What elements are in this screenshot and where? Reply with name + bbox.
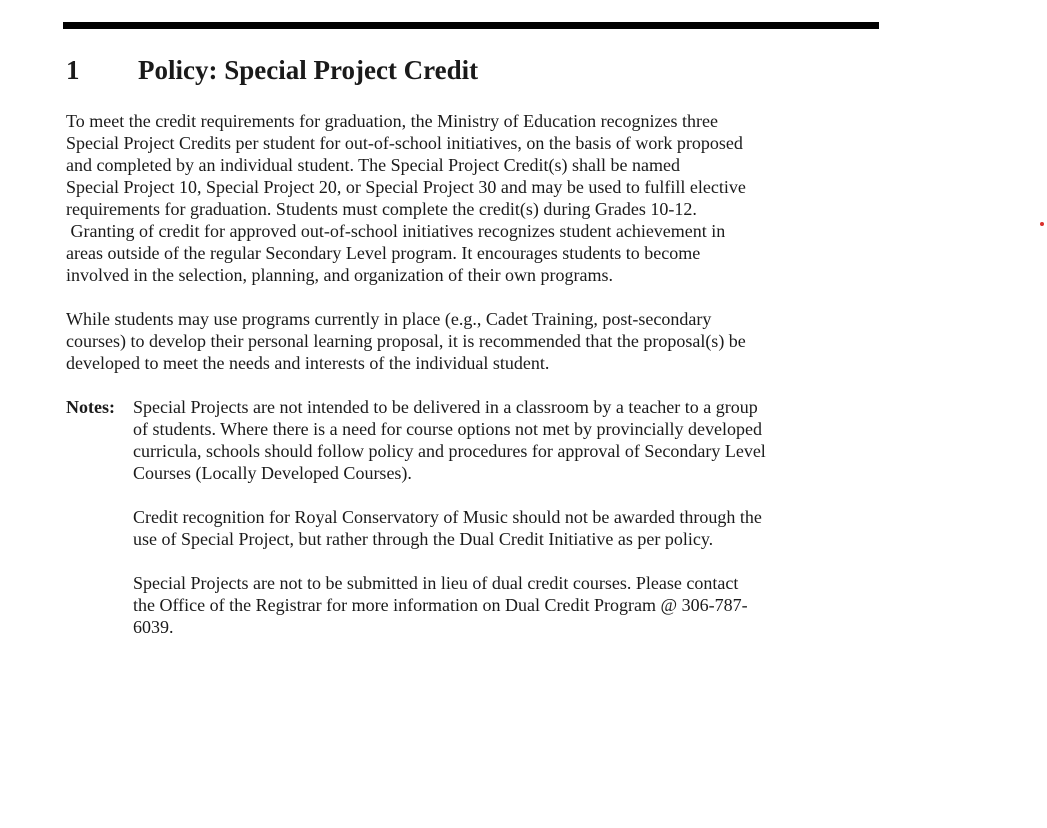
text-line: involved in the selection, planning, and organization of their own programs. bbox=[66, 265, 614, 285]
document-body bbox=[66, 110, 876, 660]
section-title: Policy: Special Project Credit bbox=[138, 55, 479, 85]
text-line: and completed by an individual student. The Special Project Credit(s) shall be named bbox=[66, 155, 681, 175]
text-line: of students. Where there is a need for course options not met by provincially developed bbox=[133, 419, 762, 439]
text-line: Courses (Locally Developed Courses). bbox=[133, 463, 412, 483]
note-classroom-delivery bbox=[133, 396, 876, 484]
text-line: Special Project 10, Special Project 20, or Special Project 30 and may be used to fulfill elective bbox=[66, 177, 746, 197]
text-line: Special Projects are not intended to be delivered in a classroom by a teacher to a group bbox=[133, 397, 758, 417]
text-line: Special Projects are not to be submitted in lieu of dual credit courses. Please contact bbox=[133, 573, 739, 593]
top-horizontal-rule bbox=[63, 22, 879, 29]
paragraph-programs bbox=[66, 308, 876, 374]
text-line: 6039. bbox=[133, 617, 174, 637]
paragraph-intro bbox=[66, 110, 876, 286]
text-line: While students may use programs currently in place (e.g., Cadet Training, post-secondary bbox=[66, 309, 712, 329]
text-line: areas outside of the regular Secondary Level program. It encourages students to become bbox=[66, 243, 701, 263]
notes-body bbox=[133, 396, 876, 638]
text-line: curricula, schools should follow policy and procedures for approval of Secondary Level bbox=[133, 441, 766, 461]
section-number: 1 bbox=[66, 55, 80, 85]
notes-section bbox=[66, 396, 876, 638]
text-line: courses) to develop their personal learning proposal, it is recommended that the proposal(s) be bbox=[66, 331, 746, 351]
text-line: developed to meet the needs and interests of the individual student. bbox=[66, 353, 550, 373]
text-line: Credit recognition for Royal Conservatory of Music should not be awarded through the bbox=[133, 507, 762, 527]
text-line: Special Project Credits per student for out-of-school initiatives, on the basis of work proposed bbox=[66, 133, 743, 153]
text-line: requirements for graduation. Students must complete the credit(s) during Grades 10-12. bbox=[66, 199, 697, 219]
notes-label: Notes: bbox=[66, 397, 115, 417]
note-dual-credit bbox=[133, 572, 876, 638]
text-line: the Office of the Registrar for more information on Dual Credit Program @ 306-787- bbox=[133, 595, 748, 615]
text-line: To meet the credit requirements for graduation, the Ministry of Education recognizes three bbox=[66, 111, 719, 131]
section-heading bbox=[66, 53, 478, 87]
text-line: use of Special Project, but rather through the Dual Credit Initiative as per policy. bbox=[133, 529, 714, 549]
text-line: Granting of credit for approved out-of-school initiatives recognizes student achievement in bbox=[66, 221, 726, 241]
red-marker-dot bbox=[1040, 222, 1044, 226]
note-royal-conservatory bbox=[133, 506, 876, 550]
